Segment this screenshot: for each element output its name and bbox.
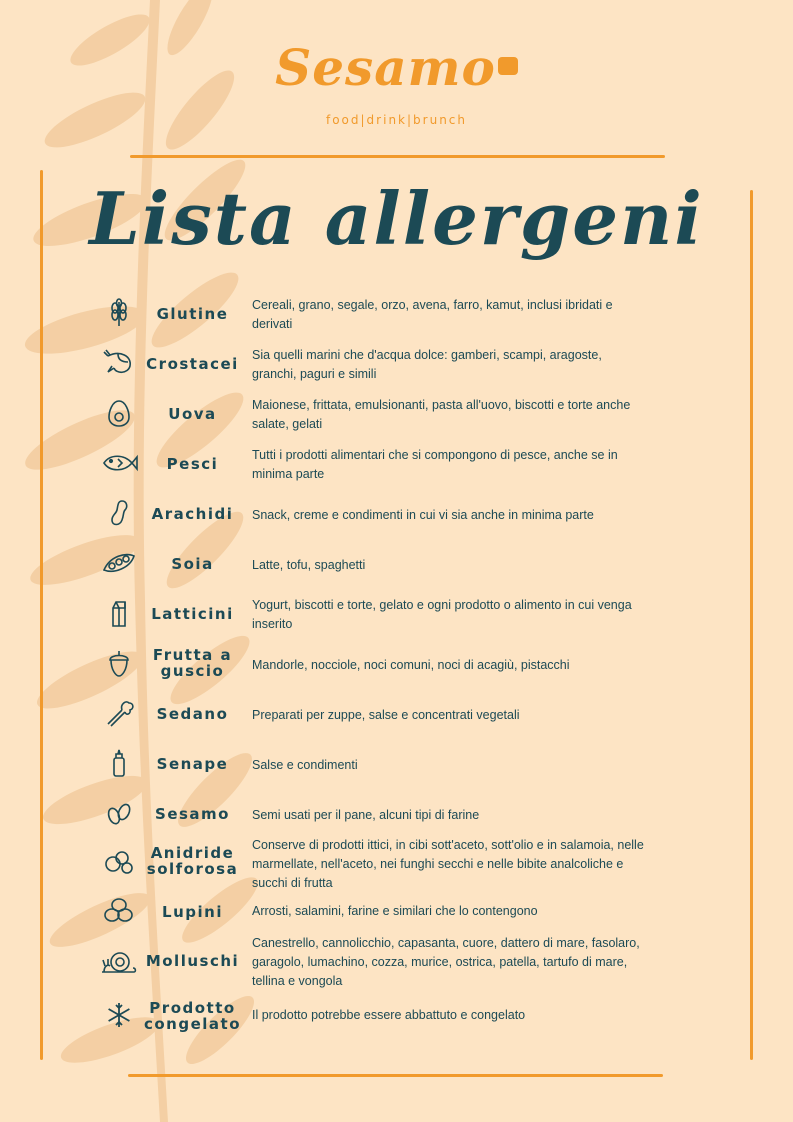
- allergen-name: Uova: [168, 405, 217, 423]
- allergen-name: Sesamo: [155, 805, 230, 823]
- allergen-description: Cereali, grano, segale, orzo, avena, farro, kamut, inclusi ibridati e derivati: [252, 298, 613, 331]
- allergen-name: Frutta a guscio: [152, 646, 233, 680]
- allergen-name: Sedano: [156, 705, 229, 723]
- allergen-description: Canestrello, cannolicchio, capasanta, cuore, dattero di mare, fasolaro, garagolo, lumachino, cozza, murice, ostrica, patella, tartufo di mare, tellina e vongola: [252, 936, 640, 988]
- allergen-description: Semi usati per il pane, alcuni tipi di farine: [252, 808, 480, 822]
- frame-left-line: [40, 170, 43, 1060]
- allergen-description: Arrosti, salamini, farine e similari che lo contengono: [252, 904, 538, 918]
- allergen-description: Sia quelli marini che d'acqua dolce: gamberi, scampi, aragoste, granchi, paguri e simili: [252, 348, 602, 381]
- allergen-name: Crostacei: [146, 355, 239, 373]
- celery-icon: [100, 698, 138, 728]
- sulphite-icon: [100, 846, 138, 876]
- allergen-description: Tutti i prodotti alimentari che si compongono di pesce, anche se in minima parte: [252, 448, 618, 481]
- allergen-name: Pesci: [166, 455, 219, 473]
- peanut-icon: [100, 498, 138, 528]
- allergen-description: Yogurt, biscotti e torte, gelato e ogni prodotto o alimento in cui venga inserito: [252, 598, 632, 631]
- sesame-icon: [100, 798, 138, 828]
- allergen-name: Lupini: [162, 903, 223, 921]
- allergen-description: Il prodotto potrebbe essere abbattuto e congelato: [252, 1008, 526, 1022]
- allergen-name: Arachidi: [151, 505, 234, 523]
- allergen-name: Soia: [171, 555, 214, 573]
- brand-logo: [0, 38, 793, 97]
- frame-bottom-line: [128, 1074, 663, 1077]
- acorn-icon: [100, 648, 138, 678]
- allergen-description: Maionese, frittata, emulsionanti, pasta all'uovo, biscotti e torte anche salate, gelati: [252, 398, 631, 431]
- soy-pod-icon: [100, 548, 138, 578]
- allergen-description: Preparati per zuppe, salse e concentrati vegetali: [252, 708, 520, 722]
- allergen-name: Molluschi: [145, 952, 240, 970]
- allergen-name: Prodotto congelato: [143, 999, 242, 1033]
- allergen-description: Mandorle, nocciole, noci comuni, noci di acagiù, pistacchi: [252, 658, 570, 672]
- wheat-icon: [100, 298, 138, 328]
- brand-name: Sesamo: [275, 38, 496, 97]
- snowflake-icon: [100, 1000, 138, 1030]
- frame-top-line: [130, 155, 665, 158]
- page-title: Lista allergeni: [89, 176, 704, 261]
- allergen-name: Latticini: [151, 605, 234, 623]
- sesame-badge-icon: [498, 57, 518, 75]
- brand-tagline: food|drink|brunch: [325, 113, 467, 127]
- allergen-name: Anidride solforosa: [146, 844, 239, 878]
- allergen-name: Glutine: [156, 305, 229, 323]
- allergen-name: Senape: [156, 755, 229, 773]
- fish-icon: [100, 448, 138, 478]
- milk-carton-icon: [100, 598, 138, 628]
- egg-icon: [100, 398, 138, 428]
- lupin-icon: [100, 896, 138, 926]
- allergen-description: Conserve di prodotti ittici, in cibi sott'aceto, sott'olio e in salamoia, nelle marmellate, nell'aceto, nei funghi secchi e nelle bibite analcoliche e succhi di frutta: [252, 838, 644, 890]
- allergen-description: Salse e condimenti: [252, 758, 358, 772]
- mustard-bottle-icon: [100, 748, 138, 778]
- snail-icon: [100, 946, 138, 976]
- allergen-description: Snack, creme e condimenti in cui vi sia anche in minima parte: [252, 508, 594, 522]
- shrimp-icon: [100, 348, 138, 378]
- allergen-description: Latte, tofu, spaghetti: [252, 558, 366, 572]
- frame-right-line: [750, 190, 753, 1060]
